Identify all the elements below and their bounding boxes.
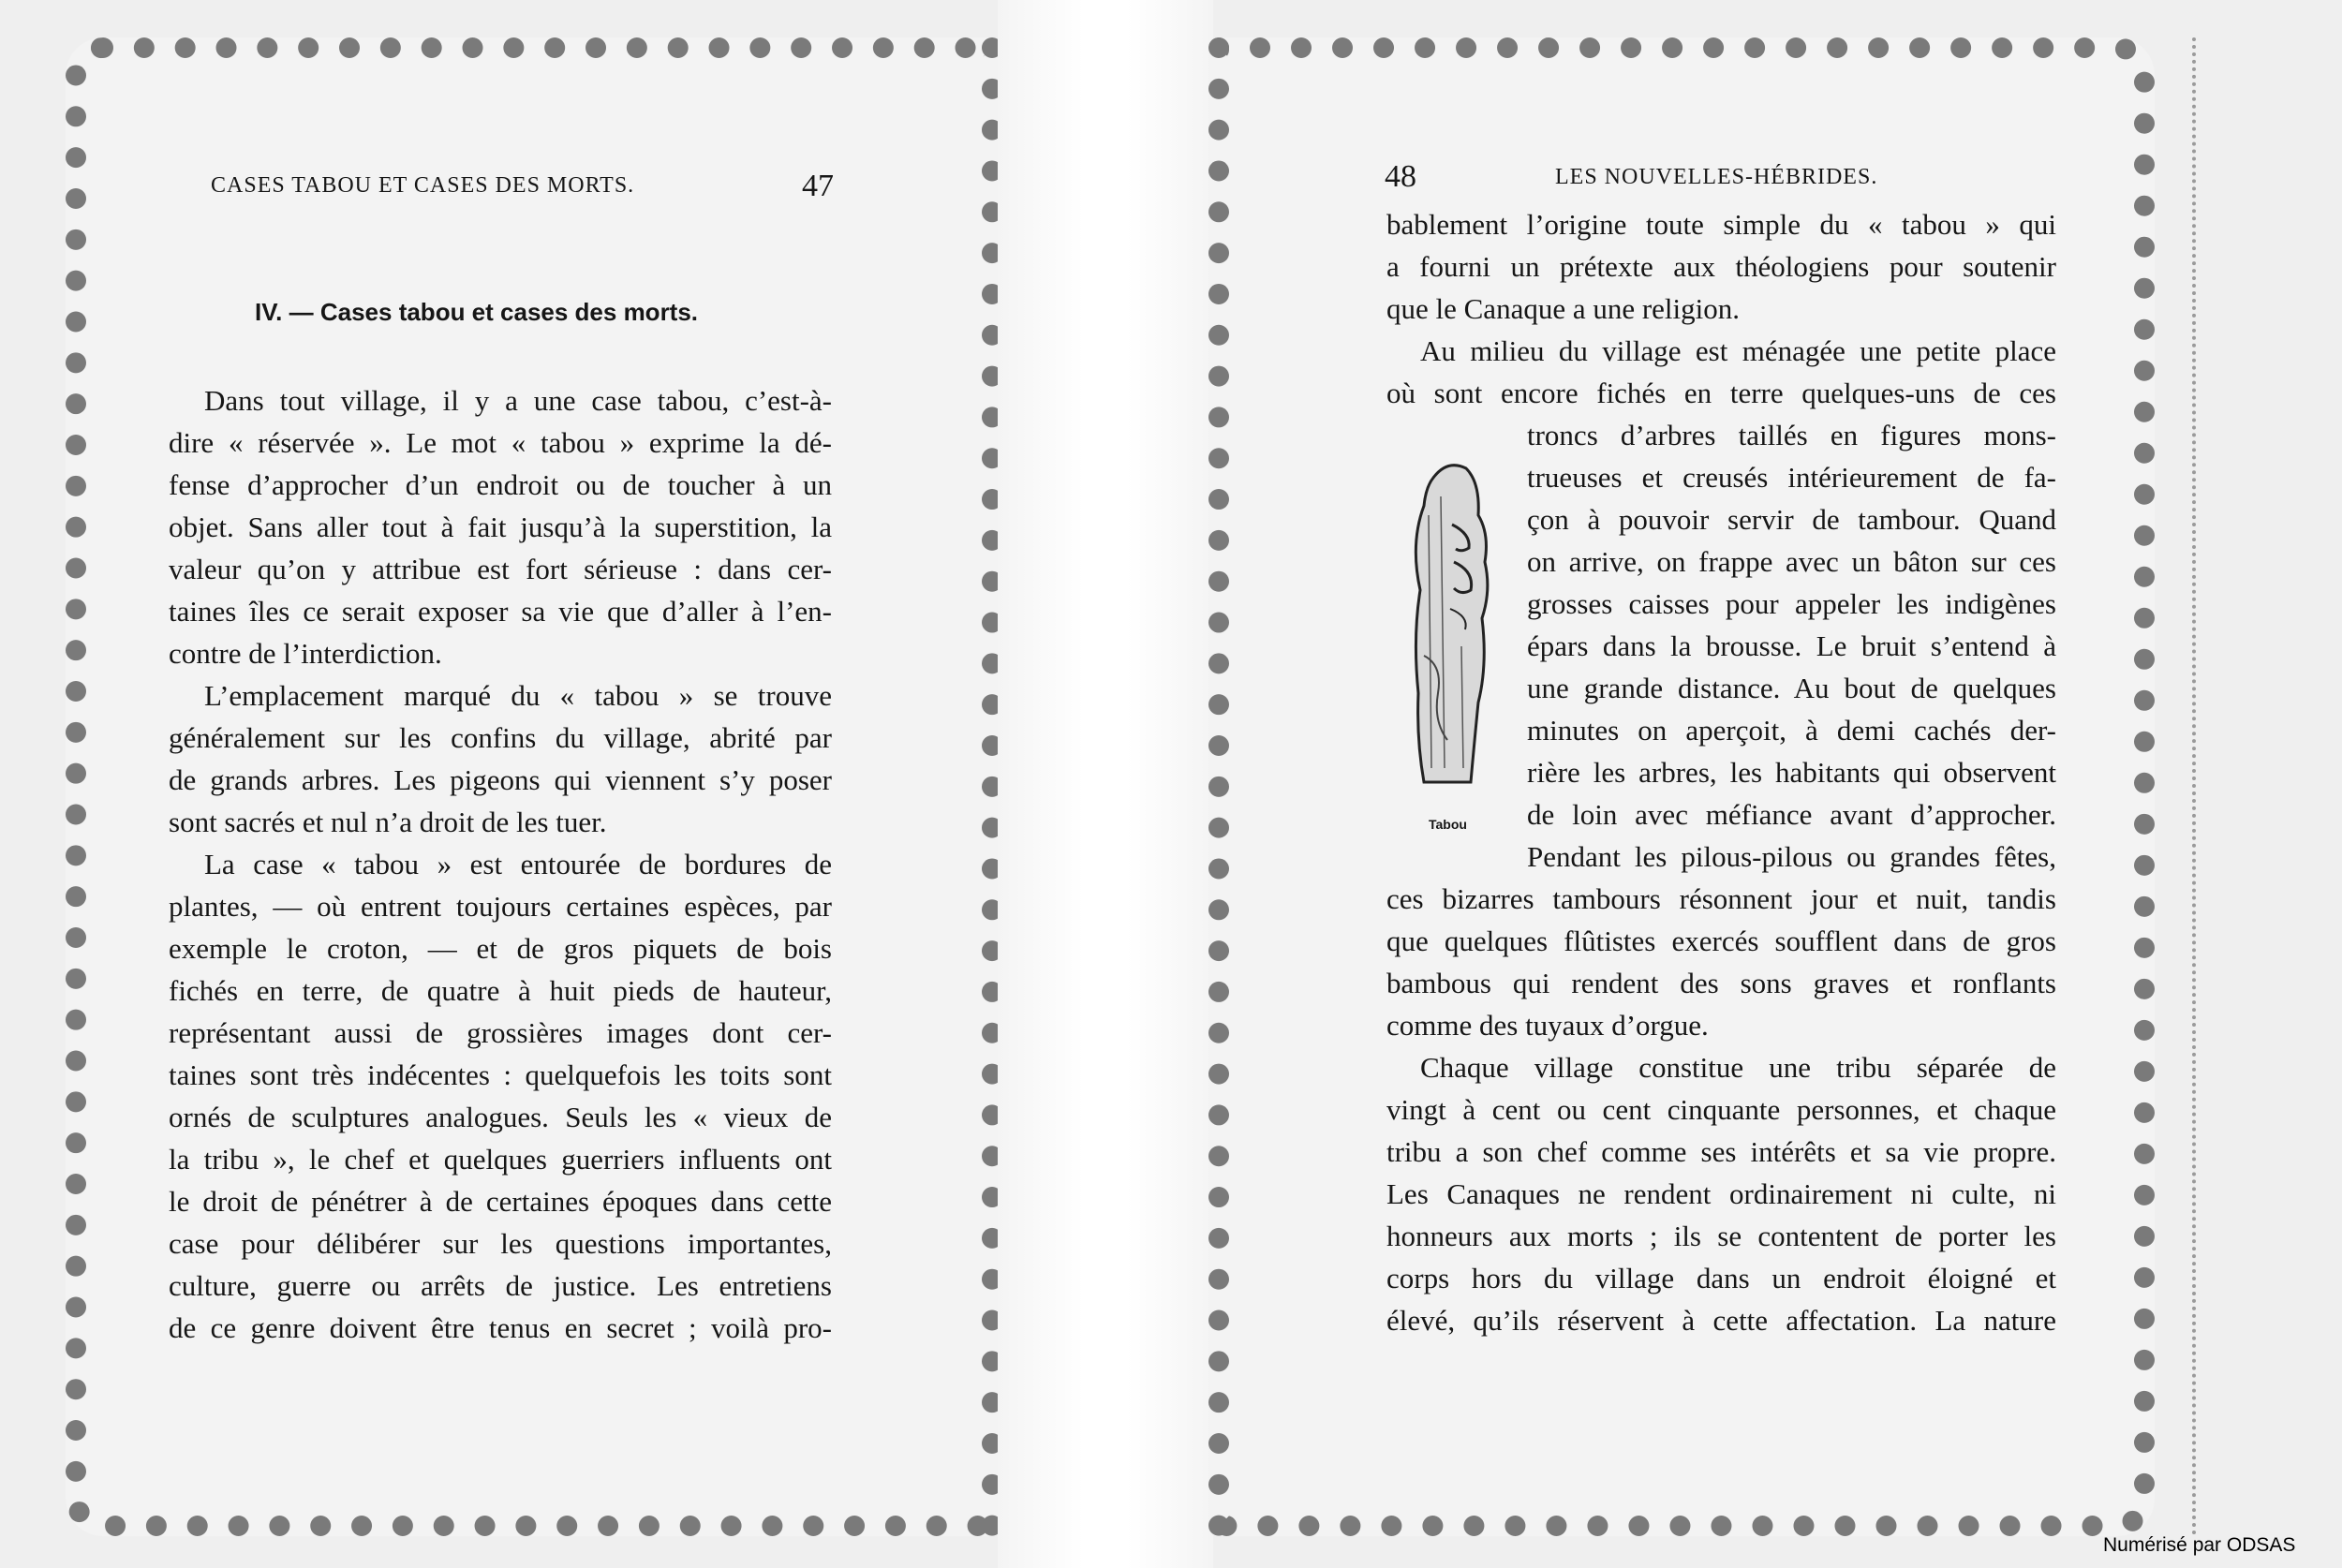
right-line-4: Au milieu du village est ménagée une petite place — [1420, 334, 2056, 367]
right-line-16: Pendant les pilous-pilous ou grandes fêtes, — [1527, 840, 2056, 873]
right-line-10: grosses caisses pour appeler les indigènes — [1527, 587, 2056, 620]
left-line-9: généralement sur les confins du village, abrité par — [169, 721, 832, 754]
right-page-edge — [2164, 37, 2196, 1536]
left-line-21: case pour délibérer sur les questions importantes, — [169, 1227, 832, 1260]
left-running-title: CASES TABOU ET CASES DES MORTS. — [211, 173, 635, 198]
book-gutter — [998, 0, 1213, 1568]
right-line-11: épars dans la brousse. Le bruit s’entend à — [1527, 629, 2056, 662]
right-line-2: a fourni un prétexte aux théologiens pour soutenir — [1386, 250, 2056, 283]
right-line-5: où sont encore fichés en terre quelques-uns de ces — [1386, 377, 2056, 409]
left-line-19: la tribu », le chef et quelques guerriers influents ont — [169, 1143, 832, 1176]
right-line-24: Les Canaques ne rendent ordinairement ni culte, ni — [1386, 1177, 2056, 1210]
right-line-21: Chaque village constitue une tribu séparée de — [1420, 1051, 2056, 1084]
right-line-12: une grande distance. Au bout de quelques — [1527, 672, 2056, 704]
left-line-23: de ce genre doivent être tenus en secret ; voilà pro- — [169, 1311, 832, 1344]
left-line-16: représentant aussi de grossières images dont cer- — [169, 1016, 832, 1049]
left-line-6: taines îles ce serait exposer sa vie que d’aller à l’en- — [169, 595, 832, 628]
right-line-14: rière les arbres, les habitants qui observent — [1527, 756, 2056, 789]
digitization-credit: Numérisé par ODSAS — [2103, 1534, 2296, 1556]
left-line-15: fichés en terre, de quatre à huit pieds de hauteur, — [169, 974, 832, 1007]
left-line-13: plantes, — où entrent toujours certaines espèces, par — [169, 890, 832, 923]
right-line-7: trueuses et creusés intérieurement de fa- — [1527, 461, 2056, 494]
left-line-22: culture, guerre ou arrêts de justice. Les entretiens — [169, 1269, 832, 1302]
right-page-number: 48 — [1385, 159, 1416, 194]
right-line-6: troncs d’arbres taillés en figures mons- — [1527, 419, 2056, 451]
right-line-26: corps hors du village dans un endroit éloigné et — [1386, 1262, 2056, 1294]
right-line-1: bablement l’origine toute simple du « tabou » qui — [1386, 208, 2056, 241]
right-line-18: que quelques flûtistes exercés soufflent dans de gros — [1386, 925, 2056, 957]
tabou-statue-illustration — [1396, 459, 1499, 796]
left-line-7: contre de l’interdiction. — [169, 637, 442, 670]
right-line-20: comme des tuyaux d’orgue. — [1386, 1009, 1709, 1042]
right-line-9: on arrive, on frappe avec un bâton sur ces — [1527, 545, 2056, 578]
right-line-25: honneurs aux morts ; ils se contentent de porter les — [1386, 1220, 2056, 1252]
right-line-23: tribu a son chef comme ses intérêts et sa vie propre. — [1386, 1135, 2056, 1168]
right-line-22: vingt à cent ou cent cinquante personnes, et chaque — [1386, 1093, 2056, 1126]
left-page-number: 47 — [802, 169, 834, 203]
right-line-3: que le Canaque a une religion. — [1386, 292, 1741, 325]
left-line-8: L’emplacement marqué du « tabou » se trouve — [204, 679, 832, 712]
right-line-8: çon à pouvoir servir de tambour. Quand — [1527, 503, 2056, 536]
left-line-11: sont sacrés et nul n’a droit de les tuer. — [169, 806, 607, 838]
right-line-27: élevé, qu’ils réservent à cette affectation. La nature — [1386, 1304, 2056, 1337]
right-running-title: LES NOUVELLES-HÉBRIDES. — [1555, 165, 1878, 189]
left-line-20: le droit de pénétrer à de certaines époques dans cette — [169, 1185, 832, 1218]
right-line-19: bambous qui rendent des sons graves et ronflants — [1386, 967, 2056, 999]
left-line-10: de grands arbres. Les pigeons qui viennent s’y poser — [169, 763, 832, 796]
right-line-13: minutes on aperçoit, à demi cachés der- — [1527, 714, 2056, 747]
figure-caption: Tabou — [1429, 817, 1467, 832]
left-line-3: fense d’approcher d’un endroit ou de toucher à un — [169, 468, 832, 501]
left-line-18: ornés de sculptures analogues. Seuls les « vieux de — [169, 1101, 832, 1133]
left-line-2: dire « réservée ». Le mot « tabou » exprime la dé- — [169, 426, 832, 459]
left-line-17: taines sont très indécentes : quelquefois les toits sont — [169, 1058, 832, 1091]
left-line-12: La case « tabou » est entourée de bordures de — [204, 848, 832, 880]
right-line-17: ces bizarres tambours résonnent jour et nuit, tandis — [1386, 882, 2056, 915]
left-line-5: valeur qu’on y attribue est fort sérieuse : dans cer- — [169, 553, 832, 585]
right-line-15: de loin avec méfiance avant d’approcher. — [1527, 798, 2056, 831]
left-line-1: Dans tout village, il y a une case tabou, c’est-à- — [204, 384, 832, 417]
left-line-4: objet. Sans aller tout à fait jusqu’à la superstition, la — [169, 510, 832, 543]
left-line-14: exemple le croton, — et de gros piquets de bois — [169, 932, 832, 965]
section-title: IV. — Cases tabou et cases des morts. — [255, 298, 699, 326]
